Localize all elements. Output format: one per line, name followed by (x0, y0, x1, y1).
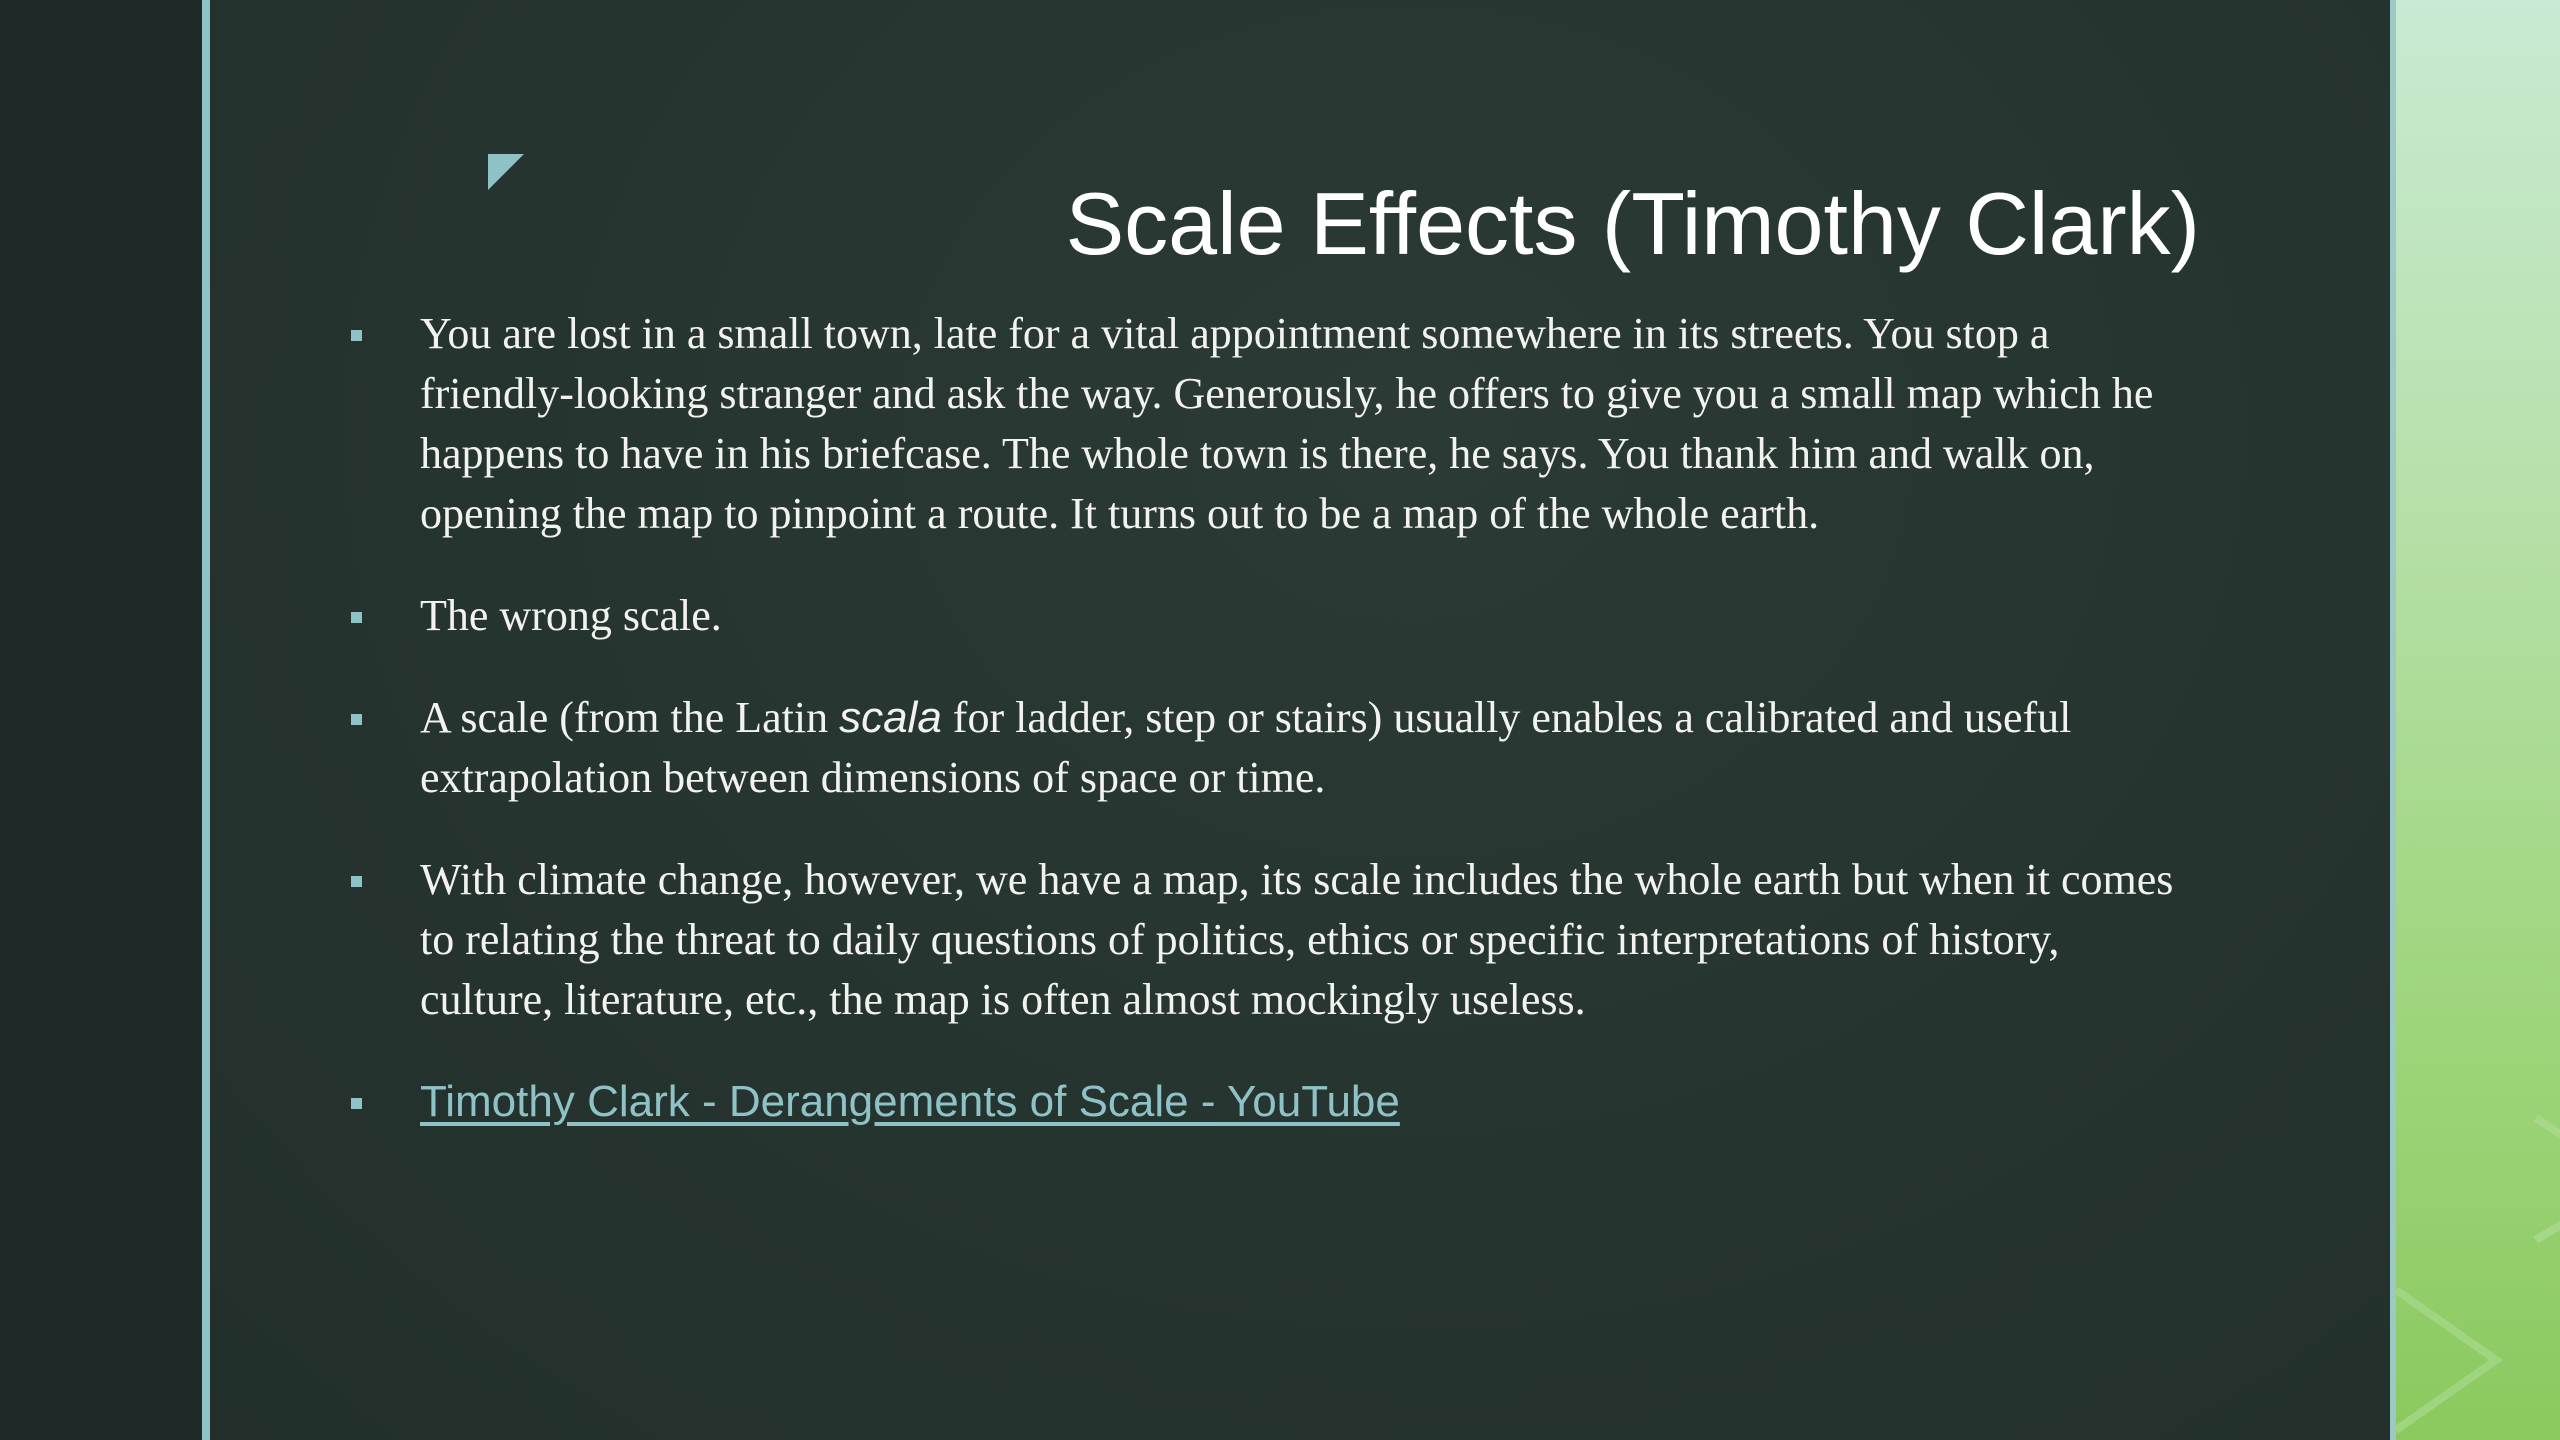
left-accent-rule (202, 0, 210, 1440)
left-margin-strip (0, 0, 202, 1440)
corner-triangle-icon (488, 154, 524, 190)
bullet-item (340, 304, 2190, 544)
square-bullet-icon (351, 876, 362, 887)
right-decor-panel (2396, 0, 2560, 1440)
bullet-text-after: for ladder, step or stairs) usually enables a calibrated and useful extrapolation between dimensions of space or time. (420, 693, 2072, 802)
bullet-text: The wrong scale. (420, 591, 722, 640)
bullet-text (420, 693, 2071, 802)
square-bullet-icon (351, 330, 362, 341)
bullet-text: With climate change, however, we have a map, its scale includes the whole earth but when it comes to relating the threat to daily questions of politics, ethics or specific interpretations of history, culture, literature, etc., the map is often almost mockingly useless. (420, 855, 2174, 1024)
square-bullet-icon (351, 1098, 362, 1109)
bullet-text-before: A scale (from the Latin (420, 693, 840, 742)
bullet-item (340, 586, 2190, 646)
latin-term: scala (839, 693, 942, 742)
square-bullet-icon (351, 612, 362, 623)
square-bullet-icon (351, 714, 362, 725)
bullet-item (340, 850, 2190, 1030)
bullet-text: You are lost in a small town, late for a vital appointment somewhere in its streets. You stop a friendly-looking stranger and ask the way. Generously, he offers to give you a small map which he happens to have in his briefcase. The whole town is there, he says. You thank him and walk on, opening the map to pinpoint a route. It turns out to be a map of the whole earth. (420, 309, 2154, 538)
bullet-item (340, 688, 2190, 808)
bullet-list (340, 304, 2190, 1174)
chevron-decoration-icon (2396, 0, 2560, 1440)
youtube-link[interactable]: Timothy Clark - Derangements of Scale - YouTube (420, 1077, 1400, 1126)
bullet-item (340, 1072, 2190, 1132)
slide-title: Scale Effects (Timothy Clark) (1065, 174, 2200, 273)
